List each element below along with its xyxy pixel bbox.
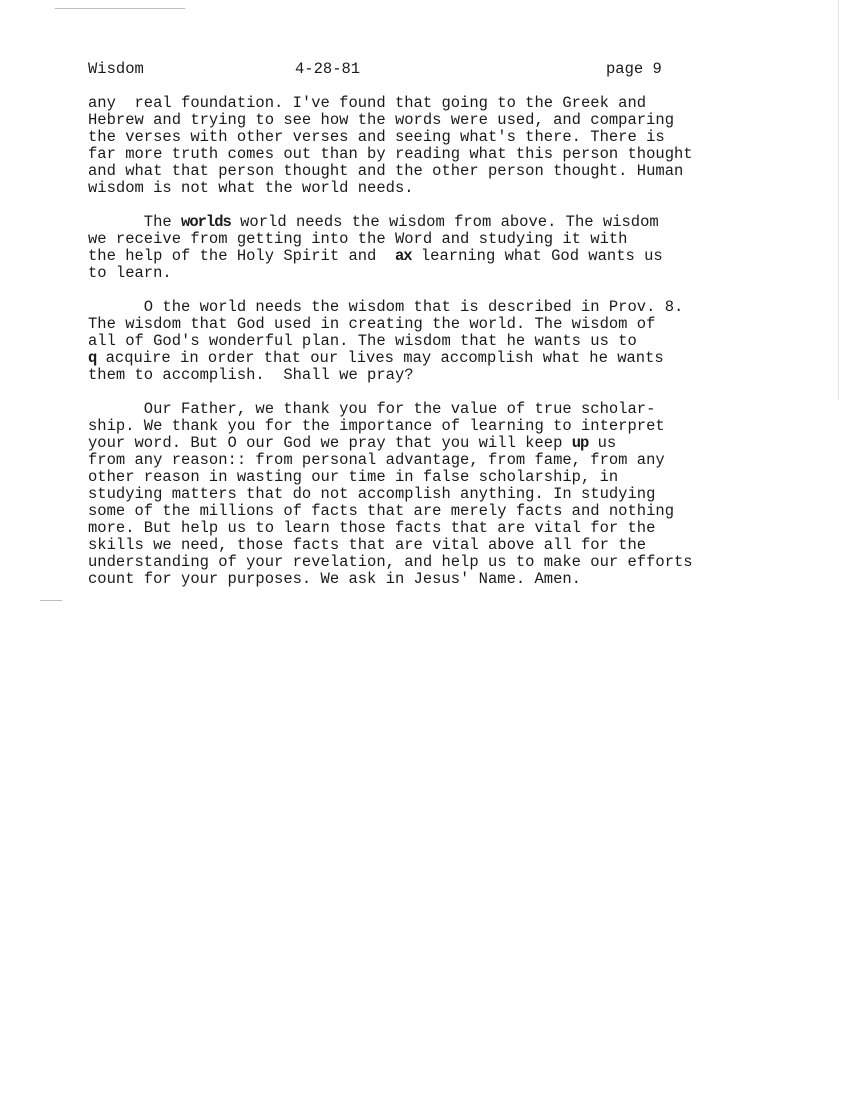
text-line: to learn. <box>88 264 172 282</box>
text-line: count for your purposes. We ask in Jesus' Name. Amen. <box>88 570 581 588</box>
header-title: Wisdom <box>88 60 144 78</box>
text-line: more. But help us to learn those facts that are vital for the <box>88 519 656 537</box>
text-line: The worlds world needs the wisdom from above. The wisdom <box>88 213 659 231</box>
text-line: other reason in wasting our time in false scholarship, in <box>88 468 619 486</box>
header-page-number: page 9 <box>606 60 662 78</box>
text-line: Hebrew and trying to see how the words were used, and comparing <box>88 111 674 129</box>
scan-artifact-top <box>55 8 185 9</box>
paragraph <box>88 299 788 384</box>
text-line: The wisdom that God used in creating the world. The wisdom of <box>88 315 656 333</box>
text-line: the verses with other verses and seeing what's there. There is <box>88 128 665 146</box>
text-line: and what that person thought and the other person thought. Human <box>88 162 684 180</box>
text-line: them to accomplish. Shall we pray? <box>88 366 414 384</box>
text-line: understanding of your revelation, and help us to make our efforts <box>88 553 693 571</box>
document-body <box>88 95 788 605</box>
text-line: any real foundation. I've found that going to the Greek and <box>88 94 647 112</box>
text-line: Our Father, we thank you for the value of true scholar- <box>88 400 656 418</box>
scan-artifact-left <box>40 600 62 601</box>
text-line: the help of the Holy Spirit and ax learning what God wants us <box>88 247 663 265</box>
text-line: some of the millions of facts that are merely facts and nothing <box>88 502 674 520</box>
text-line: wisdom is not what the world needs. <box>88 179 414 197</box>
text-line: from any reason:: from personal advantage, from fame, from any <box>88 451 665 469</box>
text-line: ship. We thank you for the importance of learning to interpret <box>88 417 665 435</box>
text-line: O the world needs the wisdom that is described in Prov. 8. <box>88 298 684 316</box>
strikeover-text: ax <box>394 247 412 265</box>
strikeover-text: worlds <box>181 213 231 231</box>
paragraph <box>88 214 788 282</box>
text-line: your word. But O our God we pray that you will keep up us <box>88 434 617 452</box>
text-line: all of God's wonderful plan. The wisdom that he wants us to <box>88 332 637 350</box>
strikeover-text: q <box>88 349 97 367</box>
paragraph <box>88 401 788 588</box>
strikeover-text: up <box>571 434 589 452</box>
text-line: far more truth comes out than by reading what this person thought <box>88 145 693 163</box>
text-line: q acquire in order that our lives may accomplish what he wants <box>88 349 664 367</box>
paragraph <box>88 95 788 197</box>
text-line: skills we need, those facts that are vital above all for the <box>88 536 647 554</box>
text-line: studying matters that do not accomplish anything. In studying <box>88 485 656 503</box>
page-header <box>0 60 850 80</box>
text-line: we receive from getting into the Word and studying it with <box>88 230 628 248</box>
header-date: 4-28-81 <box>295 60 361 78</box>
